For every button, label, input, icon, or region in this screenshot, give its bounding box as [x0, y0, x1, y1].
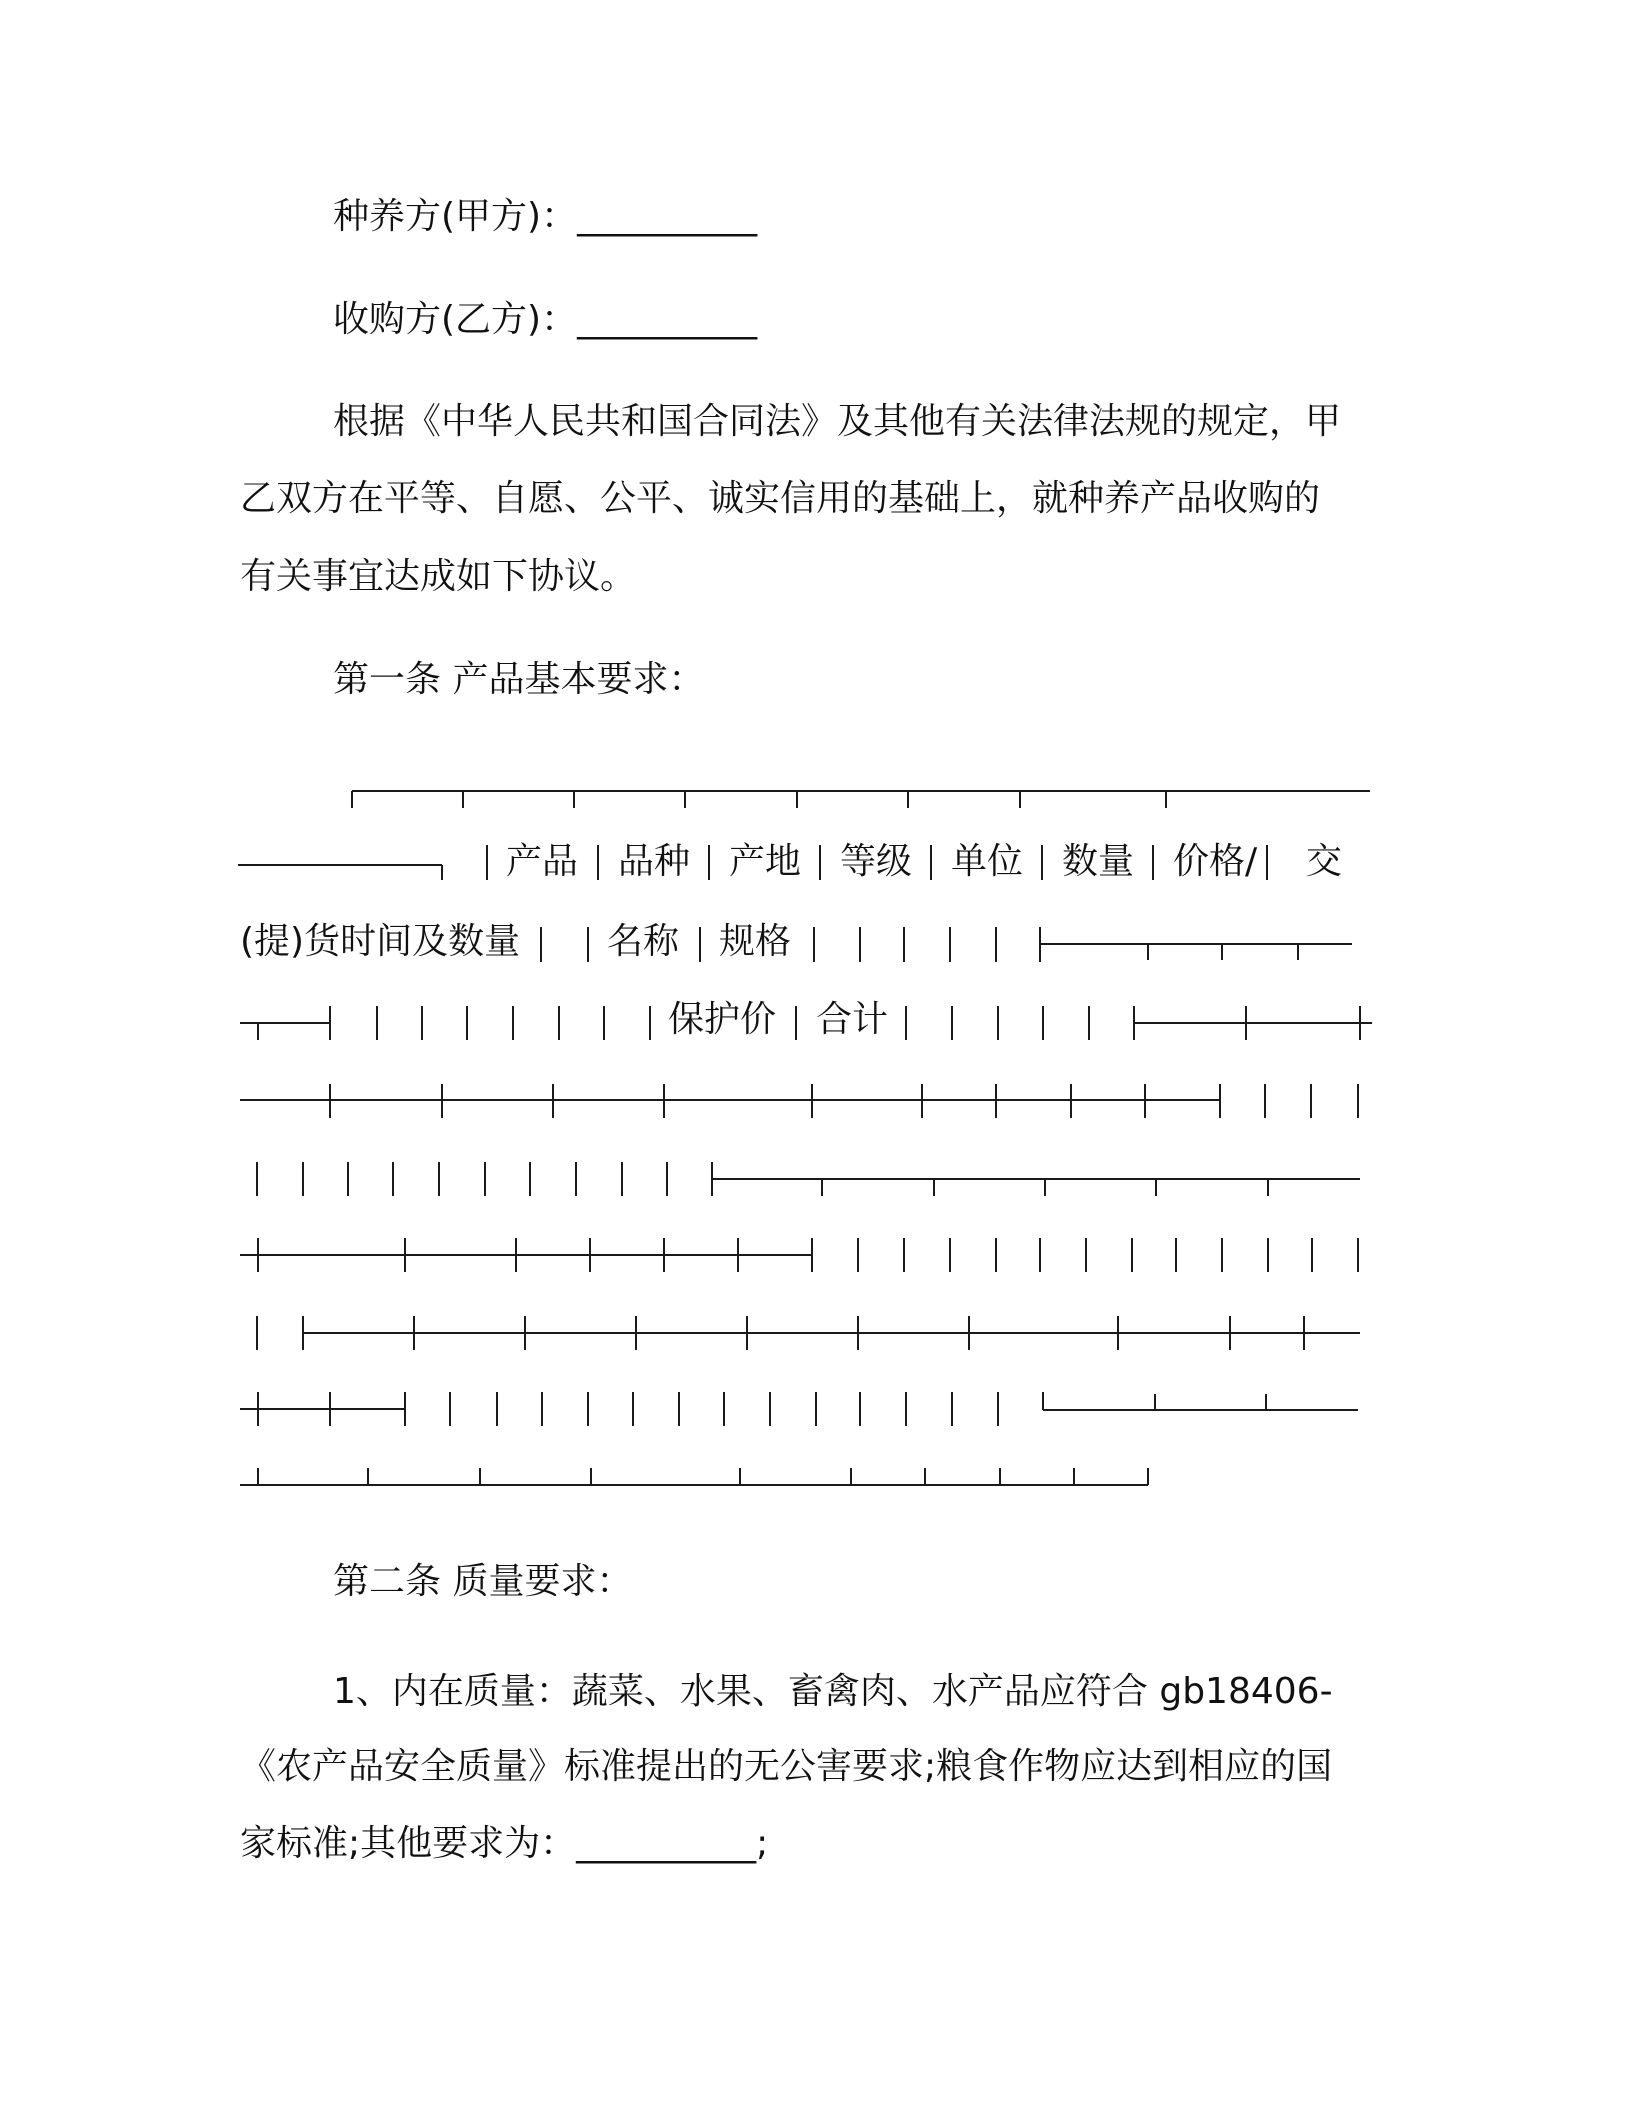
article2-title: 第二条 质量要求： [333, 1561, 633, 1602]
th-name: 名称 [607, 921, 680, 962]
article2-item1-line2: 《农产品安全质量》标准提出的无公害要求;粮食作物应达到相应的国 [240, 1746, 1333, 1787]
article2-item1-line3 [240, 1822, 768, 1866]
intro-line-3: 有关事宜达成如下协议。 [240, 556, 637, 597]
intro-line-1: 根据《中华人民共和国合同法》及其他有关法律法规的规定，甲 [333, 401, 1342, 442]
th-spec: 规格 [719, 921, 792, 962]
th-quantity: 数量 [1062, 841, 1135, 882]
th-grade: 等级 [840, 841, 913, 882]
th-variety: 品种 [618, 841, 691, 882]
th-total: 合计 [816, 999, 889, 1040]
th-price: 价格/ [1173, 841, 1258, 882]
party-b-label: 收购方(乙方)： [333, 299, 578, 340]
th-delivery-rest: (提)货时间及数量 [240, 921, 521, 962]
article2-item1-line1: 1、内在质量：蔬菜、水果、畜禽肉、水产品应符合 gb18406- [333, 1671, 1333, 1712]
article1-title: 第一条 产品基本要求： [333, 659, 705, 700]
party-a-blank[interactable]: __________ [577, 196, 758, 237]
article2-item1-line3-prefix: 家标准;其他要求为： [240, 1823, 577, 1864]
other-requirements-blank[interactable]: __________ [576, 1823, 757, 1864]
th-unit: 单位 [951, 841, 1024, 882]
intro-line-2: 乙双方在平等、自愿、公平、诚实信用的基础上，就种养产品收购的 [240, 478, 1321, 519]
party-a-label: 种养方(甲方)： [333, 196, 578, 237]
article2-item1-line3-suffix: ; [756, 1823, 769, 1864]
party-b-blank[interactable]: __________ [577, 299, 758, 340]
th-delivery-start: 交 [1306, 841, 1343, 882]
th-protect-price: 保护价 [668, 999, 777, 1040]
th-product: 产品 [506, 841, 579, 882]
th-origin: 产地 [729, 841, 802, 882]
